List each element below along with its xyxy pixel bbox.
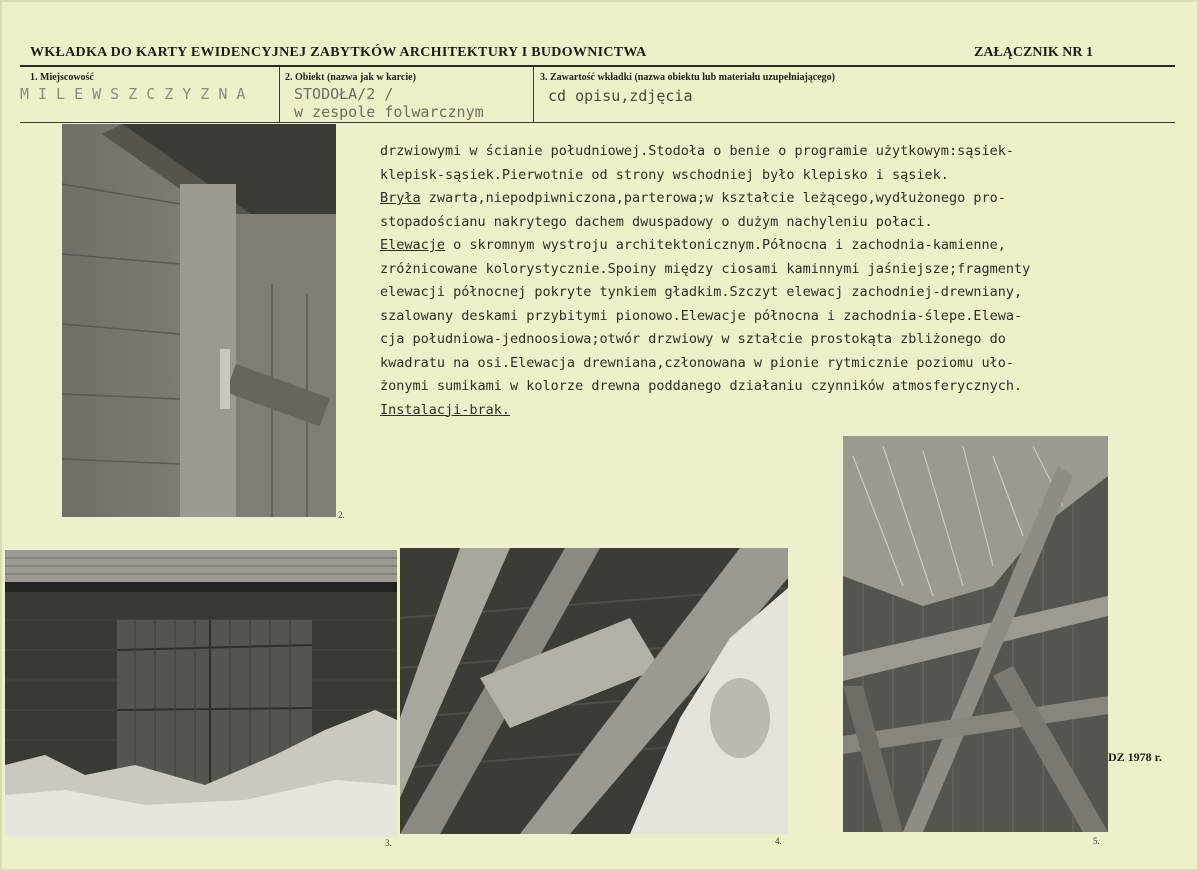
text-line: kwadratu na osi.Elewacja drewniana,członowana w pionie rytmicznie poziomu uło- [380,354,1014,371]
text-line: klepisk-sąsiek.Pierwotnie od strony wschodniej było klepisko i sąsiek. [380,166,949,183]
date-stamp: DZ 1978 r. [1108,750,1162,764]
fields-rule [20,122,1175,123]
section-heading-instalacje: Instalacji-brak. [380,401,511,418]
text-line [380,187,1180,211]
photo-barn-door-detail [62,124,336,517]
contents-label: 3. Zawartość wkładki (nazwa obiektu lub materiału uzupełniającego) [540,72,836,83]
locality-value: MILEWSZCZYZNA [20,85,255,103]
photo-roof-beams [400,548,788,834]
text-line: cja południowa-jednoosiowa;otwór drzwiowy w ształcie prostokąta zbliżonego do [380,331,1006,347]
object-value-context: w zespole folwarcznym [294,103,484,121]
description-text [380,140,1180,422]
photo-barn-facade [5,550,397,837]
annex-number: ZAŁĄCZNIK NR 1 [974,45,1094,60]
field-divider [533,67,534,123]
text-line: szalowany deskami przybitymi pionowo.Elewacje północna i zachodnia-ślepe.Elewa- [380,307,1023,324]
sheet-title: WKŁADKA DO KARTY EWIDENCYJNEJ ZABYTKÓW ARCHITEKTURY I BUDOWNICTWA [30,45,647,60]
object-label: 2. Obiekt (nazwa jak w karcie) [285,72,416,83]
text-line: zróżnicowane kolorystycznie.Spoiny między ciosami kaminnymi jaśniejsze;fragmenty [380,260,1031,277]
photo-number: 2. [338,510,345,520]
photo-roof-interior [843,436,1108,832]
photo-number: 3. [385,838,392,848]
photo-number: 5. [1093,836,1100,846]
header-rule [20,65,1175,67]
photo-number: 4. [775,836,782,846]
text-line: drzwiowymi w ścianie południowej.Stodoła o benie o programie użytkowym:sąsiek- [380,143,1014,159]
text-line [380,234,1180,258]
text-line: elewacji północnej pokryte tynkiem gładkim.Szczyt elewacj zachodniej-drewniany, [380,284,1023,300]
section-heading-elewacje: Elewacje [380,237,446,253]
text-span: zwarta,niepodpiwniczona,parterowa;w kształcie leżącego,wydłużonego pro- [420,190,1006,206]
text-span: o skromnym wystroju architektonicznym.Północna i zachodnia-kamienne, [445,237,1006,253]
text-line: stopadościanu nakrytego dachem dwuspadowy o dużym nachyleniu połaci. [380,213,933,230]
contents-value: cd opisu,zdjęcia [548,87,693,105]
locality-label: 1. Miejscowość [30,72,94,83]
section-heading-bryla: Bryła [380,190,421,206]
text-line: żonymi sumikami w kolorze drewna poddanego działaniu czynników atmosferycznych. [380,378,1023,394]
field-divider [279,67,280,123]
object-value: STODOŁA/2 / [294,85,394,103]
